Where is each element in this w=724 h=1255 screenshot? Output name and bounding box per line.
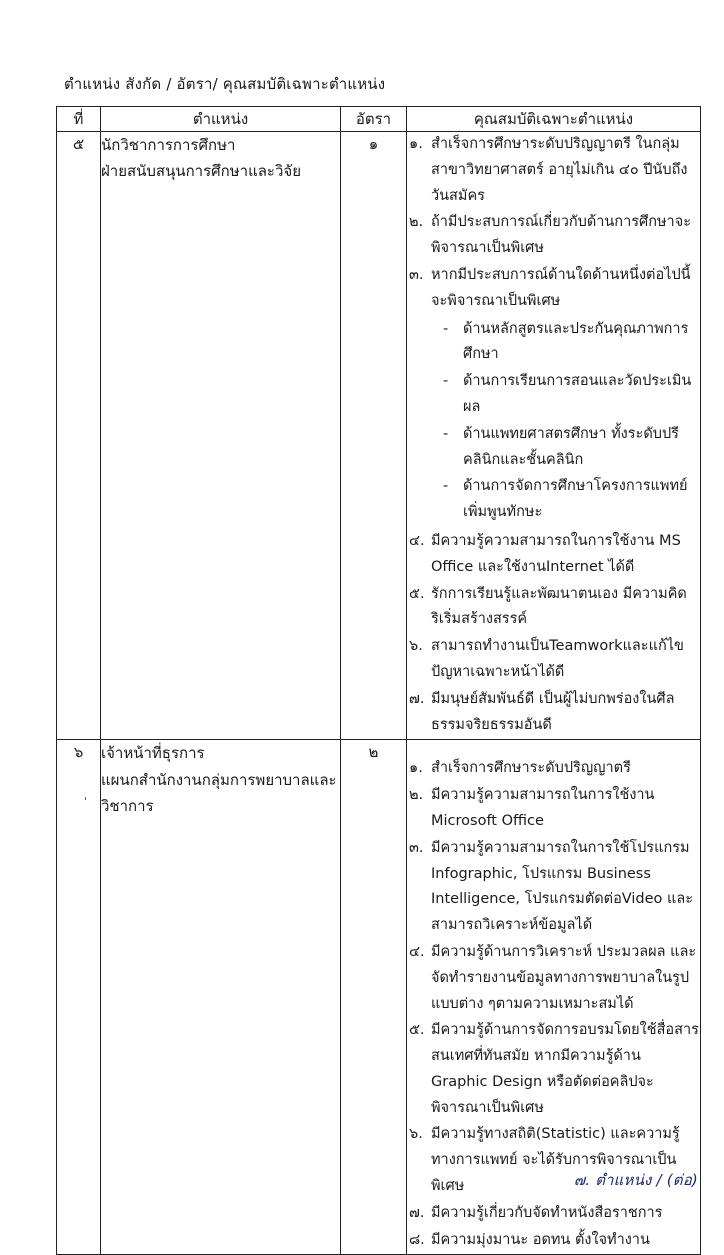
item-text: มีมนุษย์สัมพันธ์ดี เป็นผู้ไม่บกพร่องในศีลธรรมจริยธรรมอันดี — [431, 690, 675, 733]
item-marker: ๒. — [409, 787, 424, 804]
column-header-position: ตำแหน่ง — [101, 107, 341, 132]
list-item — [407, 756, 700, 782]
item-marker: ๖. — [409, 1126, 423, 1143]
item-text: มีความรู้ทางสถิติ(Statistic) และความรู้ทางการแพทย์ จะได้รับการพิจารณาเป็นพิเศษ — [431, 1126, 680, 1195]
list-item — [407, 582, 700, 634]
sub-list-item — [431, 317, 700, 369]
item-text: มีความรู้ความสามารถในการใช้โปรแกรม Infographic, โปรแกรม Business Intelligence, โปรแกรมตัดต่อVideo และ สามารถวิเคราะห์ข้อมูลได้ — [431, 839, 694, 934]
dash-bullet: - — [443, 373, 449, 390]
item-text: มีความมุ่งมานะ อดทน ตั้งใจทำงาน — [431, 1231, 650, 1248]
qualifications-table — [56, 106, 701, 1255]
list-item — [407, 836, 700, 939]
dash-bullet: - — [443, 425, 449, 442]
list-item — [407, 132, 700, 209]
list-item — [407, 210, 700, 262]
list-item — [407, 940, 700, 1017]
row-qualifications — [407, 132, 701, 740]
item-marker: ๑. — [409, 760, 423, 777]
list-item — [407, 529, 700, 581]
table-header — [57, 107, 701, 132]
item-marker: ๗. — [409, 690, 425, 707]
list-item — [407, 1201, 700, 1227]
item-marker: ๓. — [409, 266, 424, 283]
sub-list-item — [431, 422, 700, 474]
list-item — [407, 687, 700, 739]
sub-item-text: ด้านการเรียนการสอนและวัดประเมินผล — [463, 373, 692, 415]
sub-item-text: ด้านการจัดการศึกษาโครงการแพทย์เพิ่มพูนทักษะ — [463, 478, 688, 521]
item-marker: ๒. — [409, 214, 424, 231]
row-rate: ๒ — [341, 740, 407, 1255]
list-item — [407, 263, 700, 528]
item-marker: ๕. — [409, 1022, 425, 1039]
continuation-note: ๗. ตำแหน่ง / (ต่อ) — [573, 1171, 698, 1189]
item-marker: ๑. — [409, 136, 423, 152]
item-text: สามารถทำงานเป็นTeamworkและแก้ไขปัญหาเฉพาะหน้าได้ดี — [431, 638, 684, 680]
item-marker: ๖. — [409, 638, 423, 655]
item-text: สำเร็จการศึกษาระดับปริญญาตรี — [431, 760, 631, 777]
item-text: ถ้ามีประสบการณ์เกี่ยวกับด้านการศึกษาจะพิจารณาเป็นพิเศษ — [431, 214, 691, 257]
item-text: สำเร็จการศึกษาระดับปริญญาตรี ในกลุ่มสาขาวิทยาศาสตร์ อายุไม่เกิน ๔๐ ปีนับถึงวันสมัคร — [431, 136, 688, 204]
item-marker: ๗. — [409, 1204, 425, 1221]
position-line: นักวิชาการการศึกษา — [101, 136, 236, 154]
item-marker: ๕. — [409, 585, 425, 602]
sub-item-text: ด้านแพทยศาสตรศึกษา ทั้งระดับปรีคลินิกและชั้นคลินิก — [463, 425, 679, 468]
item-marker: ๔. — [409, 532, 425, 549]
item-text: มีความรู้ด้านการจัดการอบรมโดยใช้สื่อสารสนเทศที่ทันสมัย หากมีความรู้ด้าน Graphic Design หรือตัดต่อคลิปจะพิจารณาเป็นพิเศษ — [431, 1022, 699, 1116]
dash-bullet: - — [443, 320, 449, 337]
item-text: มีความรู้ความสามารถในการใช้งาน Microsoft Office — [431, 787, 655, 829]
position-line: ฝ่ายสนับสนุนการศึกษาและวิจัย — [101, 162, 301, 181]
item-text: หากมีประสบการณ์ด้านใดด้านหนึ่งต่อไปนี้จะพิจารณาเป็นพิเศษ — [431, 266, 691, 309]
row-position — [101, 740, 341, 1255]
item-marker: ๔. — [409, 943, 425, 960]
sub-item-text: ด้านหลักสูตรและประกันคุณภาพการศึกษา — [463, 320, 689, 363]
list-item — [407, 1228, 700, 1254]
item-marker: ๓. — [409, 839, 424, 856]
sub-list-item — [431, 369, 700, 421]
position-line: เจ้าหน้าที่ธุรการ — [101, 744, 205, 763]
sub-list-item — [431, 474, 700, 526]
list-item — [407, 783, 700, 835]
list-item — [407, 1018, 700, 1121]
row-position — [101, 132, 341, 740]
dash-bullet: - — [443, 478, 449, 495]
item-text: มีความรู้ความสามารถในการใช้งาน MS Office และใช้งานInternet ได้ดี — [431, 532, 681, 575]
table-row — [57, 132, 701, 740]
column-header-rate: อัตรา — [341, 107, 407, 132]
position-line: แผนกสำนักงานกลุ่มการพยาบาลและวิชาการ — [101, 770, 337, 815]
page-title: ตำแหน่ง สังกัด / อัตรา/ คุณสมบัติเฉพาะตำแหน่ง — [64, 75, 386, 93]
item-text: มีความรู้เกี่ยวกับจัดทำหนังสือราชการ — [431, 1204, 663, 1221]
row-number: ๖ — [57, 740, 101, 1255]
item-text: มีความรู้ด้านการวิเคราะห์ ประมวลผล และ จัดทำรายงานข้อมูลทางการพยาบาลในรูปแบบต่าง ๆตามความเหมาะสมได้ — [431, 943, 697, 1012]
item-text-group — [431, 263, 700, 528]
row-number: ๕ — [57, 132, 101, 740]
sub-list — [431, 317, 700, 526]
row-rate: ๑ — [341, 132, 407, 740]
item-text: รักการเรียนรู้และพัฒนาตนเอง มีความคิดริเริ่มสร้างสรรค์ — [431, 585, 687, 628]
column-header-no: ที่ — [57, 107, 101, 132]
stray-pen-mark: ' — [84, 795, 88, 808]
list-item — [407, 634, 700, 686]
item-marker: ๘. — [409, 1231, 425, 1248]
column-header-qualification: คุณสมบัติเฉพาะตำแหน่ง — [407, 107, 701, 132]
